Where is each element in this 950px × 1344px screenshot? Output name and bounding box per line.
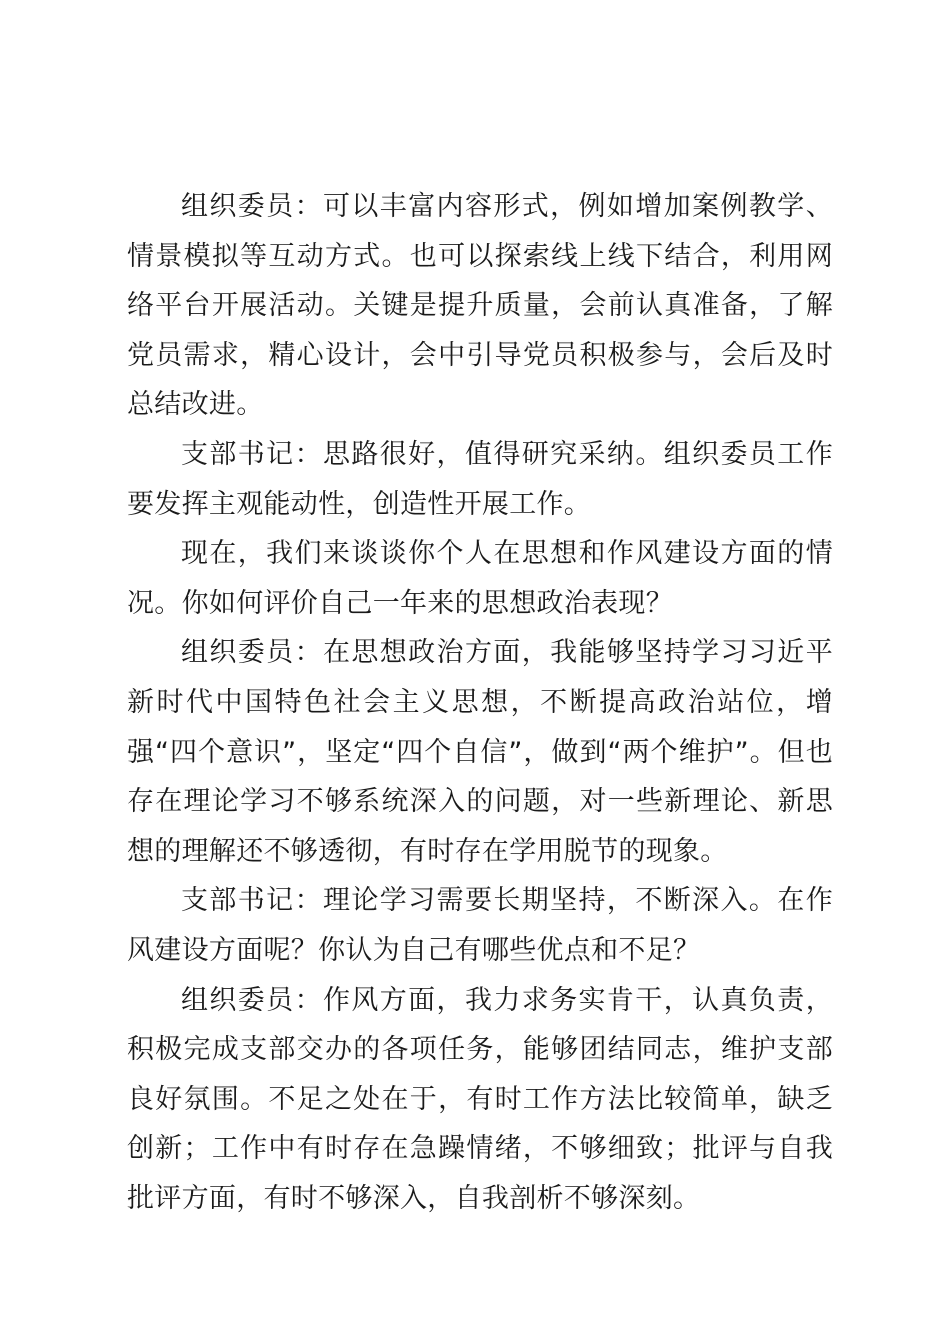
paragraph-secretary-question-ideology: 现在，我们来谈谈你个人在思想和作风建设方面的情况。你如何评价自己一年来的思想政治表现？: [127, 538, 833, 619]
paragraph-organizer-suggestion: 组织委员：可以丰富内容形式，例如增加案例教学、情景模拟等互动方式。也可以探索线上线下结合，利用网络平台开展活动。关键是提升质量，会前认真准备，了解党员需求，精心设计，会中引导党员积极参与，会后及时总结改进。: [127, 191, 833, 421]
paragraph-organizer-style-answer: 组织委员：作风方面，我力求务实肯干，认真负责，积极完成支部交办的各项任务，能够团结同志，维护支部良好氛围。不足之处在于，有时工作方法比较简单，缺乏创新；工作中有时存在急躁情绪，不够细致；批评与自我批评方面，有时不够深入，自我剖析不够深刻。: [127, 984, 833, 1214]
paragraph-secretary-question-style: 支部书记：理论学习需要长期坚持，不断深入。在作风建设方面呢？你认为自己有哪些优点和不足？: [127, 885, 833, 966]
document-body: [127, 182, 833, 1223]
paragraph-organizer-ideology-answer: 组织委员：在思想政治方面，我能够坚持学习习近平新时代中国特色社会主义思想，不断提高政治站位，增强“四个意识”，坚定“四个自信”，做到“两个维护”。但也存在理论学习不够系统深入的问题，对一些新理论、新思想的理解还不够透彻，有时存在学用脱节的现象。: [127, 637, 833, 867]
paragraph-secretary-approval: 支部书记：思路很好，值得研究采纳。组织委员工作要发挥主观能动性，创造性开展工作。: [127, 438, 833, 520]
